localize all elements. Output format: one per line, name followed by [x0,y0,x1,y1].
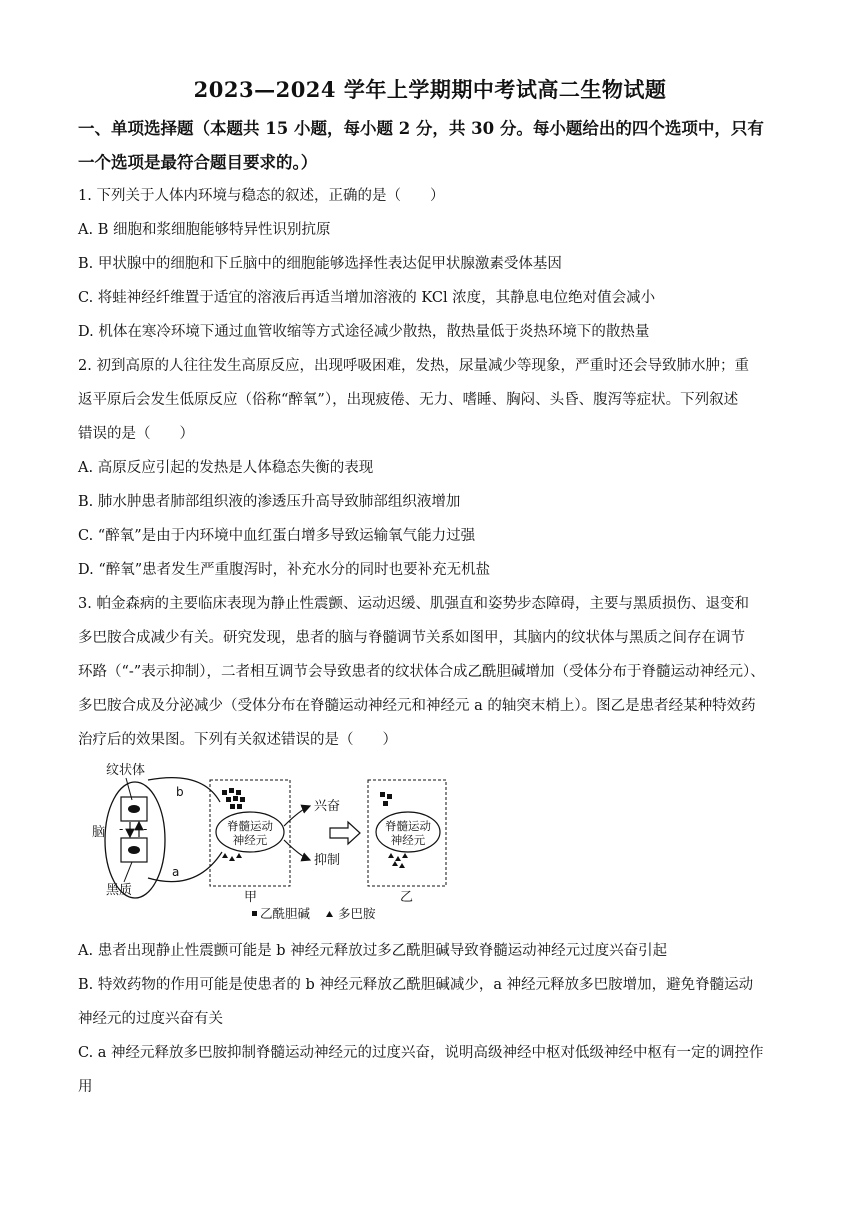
transition-arrow [330,822,360,844]
ach-squares-jia [222,788,245,809]
q3-stem-line3: 环路（“-”表示抑制），二者相互调节会导致患者的纹状体合成乙酰胆碱增加（受体分布于脊髓运动神经元）、 [78,664,765,680]
legend-ach-label: 乙酰胆碱 [260,906,311,921]
neuron-b-path [148,778,220,802]
q3-option-b-line1: B. 特效药物的作用可能是使患者的 b 神经元释放乙酰胆碱减少，a 神经元释放多巴胺增加，避免脊髓运动 [78,977,754,993]
q3-option-a: A. 患者出现静止性震颤可能是 b 神经元释放过多乙酰胆碱导致脊髓运动神经元过度兴奋引起 [78,943,668,959]
ach-squares-yi [380,792,392,806]
q2-option-d: D. “醉氧”患者发生严重腹泻时，补充水分的同时也要补充无机盐 [78,562,491,578]
substantia-nigra-label: 黑质 [106,883,133,898]
q2-stem-line1: 2. 初到高原的人往往发生高原反应，出现呼吸困难，发热，尿量减少等现象，严重时还会导致肺水肿；重 [78,358,749,374]
legend-da-marker [326,911,333,917]
dopamine-triangles-jia [222,853,242,861]
q2-option-c: C. “醉氧”是由于内环境中血红蛋白增多导致运输氧气能力过强 [78,528,476,544]
motor-neuron-yi-line1: 脊髓运动 [385,819,431,833]
q1-option-a: A. B 细胞和浆细胞能够特异性识别抗原 [78,222,331,238]
motor-neuron-jia-line2: 神经元 [232,833,268,847]
striatum-nucleus [128,805,140,813]
inhibit-sign-right: - [143,822,148,836]
inhibit-sign-left: - [119,822,124,836]
q1-option-c: C. 将蛙神经纤维置于适宜的溶液后再适当增加溶液的 KCl 浓度，其静息电位绝对值会减小 [78,290,656,306]
legend-da-label: 多巴胺 [338,906,376,921]
excite-label: 兴奋 [314,799,341,814]
page-title: 2023—2024 学年上学期期中考试高二生物试题 [193,77,667,102]
q3-option-c-line2: 用 [78,1079,93,1095]
section-heading-line1: 一、单项选择题（本题共 15 小题，每小题 2 分，共 30 分。每小题给出的四个选项中，只有 [78,119,764,138]
q2-stem-line3: 错误的是（ ） [78,426,194,442]
panel-jia-label: 甲 [244,890,258,905]
q3-option-c-line1: C. a 神经元释放多巴胺抑制脊髓运动神经元的过度兴奋，说明高级神经中枢对低级神经中枢有一定的调控作 [78,1045,764,1061]
panel-yi-label: 乙 [400,890,414,905]
q1-option-b: B. 甲状腺中的细胞和下丘脑中的细胞能够选择性表达促甲状腺激素受体基因 [78,256,562,272]
q2-option-a: A. 高原反应引起的发热是人体稳态失衡的表现 [78,460,374,476]
q3-stem-line4: 多巴胺合成及分泌减少（受体分布在脊髓运动神经元和神经元 a 的轴突末梢上）。图乙是患者经某种特效药 [78,698,756,714]
q2-stem-line2: 返平原后会发生低原反应（俗称“醉氧”），出现疲倦、无力、嗜睡、胸闷、头昏、腹泻等症状。下列叙述 [78,392,739,408]
brain-label: 脑 [92,825,106,840]
substantia-nigra-nucleus [128,846,140,854]
neuron-a-label: a [172,865,180,879]
q1-option-d: D. 机体在寒冷环境下通过血管收缩等方式途径减少散热，散热量低于炎热环境下的散热量 [78,324,650,340]
motor-neuron-yi-line2: 神经元 [390,833,426,847]
q2-option-b: B. 肺水肿患者肺部组织液的渗透压升高导致肺部组织液增加 [78,494,461,510]
q1-stem: 1. 下列关于人体内环境与稳态的叙述，正确的是（ ） [78,188,445,204]
neuron-b-label: b [176,785,184,799]
q3-stem-line1: 3. 帕金森病的主要临床表现为静止性震颤、运动迟缓、肌强直和姿势步态障碍，主要与黑质损伤、退变和 [78,596,749,612]
q3-stem-line5: 治疗后的效果图。下列有关叙述错误的是（ ） [78,732,397,748]
neuron-a-path [148,852,222,882]
dopamine-triangles-yi [388,853,408,868]
brain-spinal-diagram [92,760,452,922]
legend-ach-marker [252,911,257,916]
q3-stem-line2: 多巴胺合成减少有关。研究发现，患者的脑与脊髓调节关系如图甲，其脑内的纹状体与黑质之间存在调节 [78,630,745,646]
section-heading-line2: 一个选项是最符合题目要求的。） [78,153,318,172]
motor-neuron-jia-line1: 脊髓运动 [227,819,273,833]
q3-option-b-line2: 神经元的过度兴奋有关 [78,1011,223,1027]
striatum-label: 纹状体 [106,763,146,778]
inhibit-label: 抑制 [314,853,341,868]
